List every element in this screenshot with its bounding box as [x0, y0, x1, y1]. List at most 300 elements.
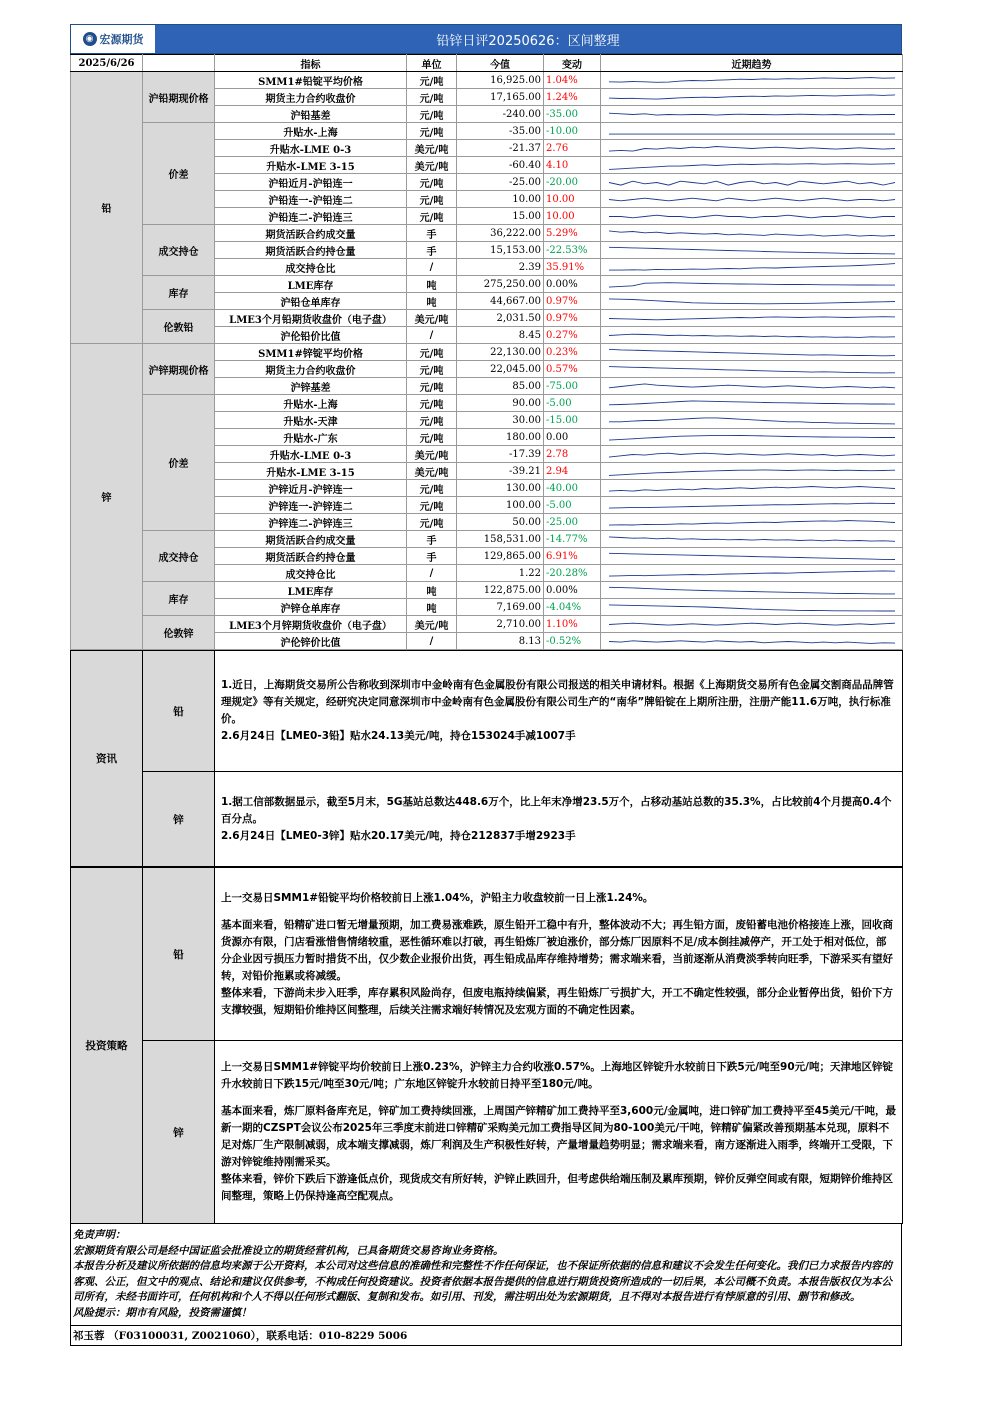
sparkline-svg	[603, 107, 901, 122]
trend-sparkline	[601, 293, 903, 310]
table-row	[71, 123, 903, 140]
indicator-cell: 升贴水-上海	[215, 123, 407, 140]
sparkline-svg	[603, 447, 901, 462]
trend-sparkline	[601, 344, 903, 361]
sparkline-line	[609, 417, 895, 423]
sparkline-svg	[603, 532, 901, 547]
unit-cell: 吨	[407, 599, 457, 616]
unit-cell: 元/吨	[407, 174, 457, 191]
unit-cell: 美元/吨	[407, 446, 457, 463]
indicator-cell: 升贴水-LME 3-15	[215, 157, 407, 174]
indicator-cell: LME库存	[215, 276, 407, 293]
trend-sparkline	[601, 123, 903, 140]
unit-cell: 元/吨	[407, 378, 457, 395]
sparkline-svg	[603, 345, 901, 360]
subgroup-label: 伦敦锌	[143, 616, 215, 650]
unit-cell: 元/吨	[407, 429, 457, 446]
strategy-lead-text	[215, 868, 903, 1041]
sparkline-svg	[603, 260, 901, 275]
unit-cell: 元/吨	[407, 72, 457, 89]
strategy-zinc-p2: 基本面来看，炼厂原料备库充足，锌矿加工费持续回涨，上周国产锌精矿加工费持平至3,600元/金属吨，进口锌矿加工费持平至45美元/干吨，最新一期的CZSPT会议公布2025年三季度末前进口锌精矿采购美元加工费指导区间为80-100美元/干吨，锌精矿偏紧改善预期基本兑现，原料不足对炼厂生产限制减弱，成本端支撑减弱，炼厂利润及生产积极性好转，产量增量趋势明显；需求端来看，南方逐渐进入雨季，终端开工受限，下游对锌锭维持刚需采买。	[221, 1105, 896, 1168]
sparkline-svg	[603, 328, 901, 343]
report-title: 铅锌日评20250626：区间整理	[155, 25, 901, 53]
trend-sparkline	[601, 582, 903, 599]
sparkline-svg	[603, 566, 901, 581]
group-label: 锌	[71, 344, 143, 650]
change-cell: -15.00	[544, 412, 601, 429]
indicator-cell: 升贴水-LME 0-3	[215, 140, 407, 157]
trend-sparkline	[601, 429, 903, 446]
indicator-cell: 沪伦铅价比值	[215, 327, 407, 344]
indicator-cell: 沪铅连一-沪铅连二	[215, 191, 407, 208]
trend-sparkline	[601, 310, 903, 327]
subgroup-label: 库存	[143, 276, 215, 310]
value-cell: 44,667.00	[457, 293, 544, 310]
indicator-cell: 升贴水-上海	[215, 395, 407, 412]
trend-sparkline	[601, 599, 903, 616]
value-cell: 275,250.00	[457, 276, 544, 293]
unit-cell: 手	[407, 225, 457, 242]
trend-sparkline	[601, 395, 903, 412]
sparkline-line	[609, 181, 895, 185]
trend-sparkline	[601, 276, 903, 293]
unit-cell: 元/吨	[407, 412, 457, 429]
info-lead-p2: 2.6月24日【LME0-3铅】贴水24.13美元/吨，持仓153024手减1007手	[221, 730, 576, 742]
trend-sparkline	[601, 72, 903, 89]
indicator-cell: 沪伦锌价比值	[215, 633, 407, 650]
value-cell: 2,031.50	[457, 310, 544, 327]
trend-sparkline	[601, 208, 903, 225]
trend-sparkline	[601, 225, 903, 242]
sparkline-line	[609, 230, 895, 235]
change-cell: -5.00	[544, 395, 601, 412]
logo-icon: ◉	[83, 32, 97, 46]
change-cell: 0.00%	[544, 276, 601, 293]
change-cell: -10.00	[544, 123, 601, 140]
sparkline-line	[609, 453, 895, 457]
subgroup-label: 伦敦铅	[143, 310, 215, 344]
value-cell: 15.00	[457, 208, 544, 225]
change-cell: 10.00	[544, 208, 601, 225]
sparkline-svg	[603, 243, 901, 258]
col-header-value: 今值	[457, 55, 544, 72]
change-cell: 2.76	[544, 140, 601, 157]
trend-sparkline	[601, 633, 903, 650]
table-row	[71, 276, 903, 293]
change-cell: -25.00	[544, 514, 601, 531]
change-cell: -5.00	[544, 497, 601, 514]
subgroup-label: 沪锌期现价格	[143, 344, 215, 395]
value-cell: -25.00	[457, 174, 544, 191]
subgroup-label: 库存	[143, 582, 215, 616]
sparkline-line	[609, 316, 895, 319]
subgroup-label: 成交持仓	[143, 225, 215, 276]
sparkline-line	[609, 77, 895, 82]
unit-cell: 元/吨	[407, 208, 457, 225]
sparkline-svg	[603, 175, 901, 190]
change-cell: 0.23%	[544, 344, 601, 361]
unit-cell: 吨	[407, 293, 457, 310]
sparkline-svg	[603, 209, 901, 224]
sparkline-svg	[603, 379, 901, 394]
unit-cell: /	[407, 565, 457, 582]
disclaimer-p2: 本报告分析及建议所依据的信息均来源于公开资料，本公司对这些信息的准确性和完整性不作任何保证，也不保证所依据的信息和建议不会发生任何变化。我们已力求报告内容的客观、公正，但文中的观点、结论和建议仅供参考，不构成任何投资建议。投资者依据本报告提供的信息进行期货投资所造成的一切后果，本公司概不负责。本报告版权仅为本公司所有，未经书面许可，任何机构和个人不得以任何形式翻版、复制和发布。如引用、刊发，需注明出处为宏源期货，且不得对本报告进行有悖原意的引用、删节和修改。	[73, 1260, 892, 1303]
trend-sparkline	[601, 174, 903, 191]
sparkline-svg	[603, 396, 901, 411]
unit-cell: 元/吨	[407, 514, 457, 531]
info-label: 资讯	[71, 651, 143, 867]
indicator-cell: 沪锌仓单库存	[215, 599, 407, 616]
value-cell: -240.00	[457, 106, 544, 123]
unit-cell: 美元/吨	[407, 463, 457, 480]
strategy-zinc-p3: 整体来看，锌价下跌后下游逢低点价，现货成交有所好转，沪锌止跌回升，但考虑供给端压制及累库预期，锌价反弹空间或有限，短期锌价维持区间整理，策略上仍保持逢高空配观点。	[221, 1173, 893, 1202]
sparkline-svg	[603, 600, 901, 615]
sparkline-line	[609, 349, 895, 356]
info-lead-p1: 1.近日，上海期货交易所公告称收到深圳市中金岭南有色金属股份有限公司报送的相关申请材料。根据《上海期货交易所有色金属交割商品品牌管理规定》等有关规定，经研究决定同意深圳市中金岭南有色金属股份有限公司生产的“南华”牌铅锭在上期所注册，注册产能11.6万吨，执行标准价。	[221, 679, 894, 725]
unit-cell: 元/吨	[407, 89, 457, 106]
indicator-cell: 升贴水-天津	[215, 412, 407, 429]
report	[70, 24, 902, 1346]
change-cell: 0.97%	[544, 310, 601, 327]
indicator-cell: 沪铅近月-沪铅连一	[215, 174, 407, 191]
change-cell: -14.77%	[544, 531, 601, 548]
trend-sparkline	[601, 463, 903, 480]
value-cell: 16,925.00	[457, 72, 544, 89]
sparkline-line	[609, 113, 895, 115]
value-cell: 1.22	[457, 565, 544, 582]
unit-cell: 吨	[407, 582, 457, 599]
value-cell: 130.00	[457, 480, 544, 497]
unit-cell: 手	[407, 548, 457, 565]
table-row	[71, 395, 903, 412]
change-cell: 0.97%	[544, 293, 601, 310]
change-cell: -35.00	[544, 106, 601, 123]
change-cell: 0.00	[544, 429, 601, 446]
value-cell: 180.00	[457, 429, 544, 446]
trend-sparkline	[601, 514, 903, 531]
sparkline-line	[609, 469, 895, 475]
indicator-cell: 沪锌近月-沪锌连一	[215, 480, 407, 497]
unit-cell: 元/吨	[407, 480, 457, 497]
subgroup-label: 成交持仓	[143, 531, 215, 582]
table-row	[71, 225, 903, 242]
value-cell: -60.40	[457, 157, 544, 174]
col-header-trend: 近期趋势	[601, 55, 903, 72]
trend-sparkline	[601, 242, 903, 259]
info-zinc-label: 锌	[143, 772, 215, 867]
sparkline-line	[609, 640, 895, 643]
value-cell: 85.00	[457, 378, 544, 395]
unit-cell: 美元/吨	[407, 157, 457, 174]
trend-sparkline	[601, 548, 903, 565]
indicator-cell: 成交持仓比	[215, 565, 407, 582]
sparkline-line	[609, 623, 895, 625]
value-cell: 7,169.00	[457, 599, 544, 616]
sparkline-svg	[603, 158, 901, 173]
subgroup-label: 价差	[143, 123, 215, 225]
indicator-cell: LME3个月锌期货收盘价（电子盘）	[215, 616, 407, 633]
table-row	[71, 616, 903, 633]
trend-sparkline	[601, 497, 903, 514]
value-cell: 22,130.00	[457, 344, 544, 361]
sparkline-line	[609, 383, 895, 387]
trend-sparkline	[601, 378, 903, 395]
sparkline-line	[609, 503, 895, 508]
strategy-zinc-p1: 上一交易日SMM1#锌锭平均价较前日上涨0.23%，沪锌主力合约收涨0.57%。上海地区锌锭升水较前日下跌5元/吨至90元/吨；天津地区锌锭升水较前日下跌15元/吨至30元/吨；广东地区锌锭升水较前日持平至180元/吨。	[221, 1061, 894, 1090]
sparkline-line	[609, 486, 895, 491]
trend-sparkline	[601, 89, 903, 106]
change-cell: 2.94	[544, 463, 601, 480]
change-cell: -4.04%	[544, 599, 601, 616]
trend-sparkline	[601, 327, 903, 344]
indicator-cell: 期货主力合约收盘价	[215, 89, 407, 106]
unit-cell: 手	[407, 242, 457, 259]
unit-cell: 元/吨	[407, 123, 457, 140]
value-cell: 10.00	[457, 191, 544, 208]
table-row	[71, 531, 903, 548]
unit-cell: 美元/吨	[407, 140, 457, 157]
trend-sparkline	[601, 140, 903, 157]
info-lead-text	[215, 651, 903, 772]
value-cell: -35.00	[457, 123, 544, 140]
table-row	[71, 344, 903, 361]
sparkline-svg	[603, 430, 901, 445]
change-cell: 4.10	[544, 157, 601, 174]
info-lead-label: 铅	[143, 651, 215, 772]
value-cell: -39.21	[457, 463, 544, 480]
change-cell: -20.28%	[544, 565, 601, 582]
sparkline-svg	[603, 124, 901, 139]
value-cell: 36,222.00	[457, 225, 544, 242]
sparkline-line	[609, 553, 895, 559]
info-zinc-text	[215, 772, 903, 867]
sparkline-line	[609, 215, 895, 218]
trend-sparkline	[601, 191, 903, 208]
sparkline-line	[609, 604, 895, 610]
table-row	[71, 72, 903, 89]
col-header-indicator: 指标	[215, 55, 407, 72]
unit-cell: 美元/吨	[407, 310, 457, 327]
sparkline-line	[609, 520, 895, 525]
subgroup-label: 沪铅期现价格	[143, 72, 215, 123]
sparkline-line	[609, 435, 895, 440]
value-cell: 2.39	[457, 259, 544, 276]
sparkline-svg	[603, 583, 901, 598]
change-cell: -40.00	[544, 480, 601, 497]
indicator-cell: 期货活跃合约成交量	[215, 225, 407, 242]
unit-cell: 元/吨	[407, 497, 457, 514]
change-cell: 0.27%	[544, 327, 601, 344]
sparkline-line	[609, 263, 895, 270]
indicator-cell: 沪锌连一-沪锌连二	[215, 497, 407, 514]
sparkline-svg	[603, 498, 901, 513]
value-cell: 158,531.00	[457, 531, 544, 548]
sparkline-svg	[603, 277, 901, 292]
value-cell: 90.00	[457, 395, 544, 412]
value-cell: 22,045.00	[457, 361, 544, 378]
trend-sparkline	[601, 259, 903, 276]
unit-cell: /	[407, 633, 457, 650]
value-cell: 15,153.00	[457, 242, 544, 259]
value-cell: 30.00	[457, 412, 544, 429]
sparkline-line	[609, 282, 895, 286]
sparkline-svg	[603, 464, 901, 479]
trend-sparkline	[601, 616, 903, 633]
disclaimer	[70, 1224, 902, 1326]
sparkline-line	[609, 587, 895, 594]
strategy-zinc-label: 锌	[143, 1041, 215, 1224]
indicator-cell: 升贴水-LME 3-15	[215, 463, 407, 480]
sparkline-svg	[603, 90, 901, 105]
value-cell: -21.37	[457, 140, 544, 157]
table-row	[71, 582, 903, 599]
info-zinc-p2: 2.6月24日【LME0-3锌】贴水20.17美元/吨，持仓212837手增2923手	[221, 829, 576, 842]
sparkline-line	[609, 536, 895, 540]
unit-cell: 元/吨	[407, 191, 457, 208]
indicator-cell: SMM1#铅锭平均价格	[215, 72, 407, 89]
unit-cell: 手	[407, 531, 457, 548]
change-cell: 1.10%	[544, 616, 601, 633]
indicator-cell: 期货活跃合约成交量	[215, 531, 407, 548]
change-cell: -22.53%	[544, 242, 601, 259]
sparkline-svg	[603, 362, 901, 377]
sparkline-svg	[603, 311, 901, 326]
change-cell: 35.91%	[544, 259, 601, 276]
sparkline-line	[609, 247, 895, 254]
sparkline-svg	[603, 73, 901, 88]
sparkline-svg	[603, 481, 901, 496]
indicator-cell: LME3个月铅期货收盘价（电子盘）	[215, 310, 407, 327]
unit-cell: 元/吨	[407, 361, 457, 378]
company-logo	[71, 25, 155, 53]
indicator-cell: LME库存	[215, 582, 407, 599]
strategy-lead-p2: 基本面来看，铅精矿进口暂无增量预期，加工费易涨难跌，原生铅开工稳中有升，整体波动不大；再生铅方面，废铅蓄电池价格接连上涨，回收商货源亦有限，门店看涨惜售情绪较重，恶性循环难以打破，再生铅炼厂被迫涨价，部分炼厂因原料不足/成本倒挂减停产，开工处于相对低位，部分企业因亏损压力暂时措货不出，仅少数企业报价出货，再生铅成品库存维持增势；需求端来看，当前逐渐从消费淡季转向旺季，下游采买有望好转，对铅价拖累或将减缓。	[221, 918, 893, 982]
sparkline-line	[609, 94, 895, 98]
strategy-lead-label: 铅	[143, 868, 215, 1041]
indicator-cell: 期货活跃合约持仓量	[215, 548, 407, 565]
sparkline-svg	[603, 634, 901, 649]
value-cell: 100.00	[457, 497, 544, 514]
trend-sparkline	[601, 106, 903, 123]
report-date: 2025/6/26	[71, 55, 143, 72]
trend-sparkline	[601, 531, 903, 548]
value-cell: 17,165.00	[457, 89, 544, 106]
unit-cell: 元/吨	[407, 395, 457, 412]
indicator-cell: 沪锌连二-沪锌连三	[215, 514, 407, 531]
change-cell: -75.00	[544, 378, 601, 395]
change-cell: -0.52%	[544, 633, 601, 650]
value-cell: 129,865.00	[457, 548, 544, 565]
trend-sparkline	[601, 446, 903, 463]
change-cell: 1.24%	[544, 89, 601, 106]
strategy-section	[70, 867, 903, 1224]
strategy-lead-p3: 整体来看，下游尚未步入旺季，库存累积风险尚存，但废电瓶持续偏紧，再生铅炼厂亏损扩大，开工不确定性较强，部分企业暂停出货，铅价下方支撑较强，短期铅价维持区间整理，后续关注需求端好转情况及宏观方面的不确定性因素。	[221, 986, 893, 1016]
col-header-blank	[143, 55, 215, 72]
contact-info: 祁玉蓉 （F03100031, Z0021060），联系电话：010-8229 5006	[70, 1326, 902, 1346]
indicator-cell: 沪铅仓单库存	[215, 293, 407, 310]
indicator-cell: 成交持仓比	[215, 259, 407, 276]
sparkline-line	[609, 400, 895, 404]
indicator-cell: 升贴水-LME 0-3	[215, 446, 407, 463]
change-cell: 1.04%	[544, 72, 601, 89]
value-cell: 8.45	[457, 327, 544, 344]
change-cell: 6.91%	[544, 548, 601, 565]
logo-text: 宏源期货	[99, 33, 144, 46]
unit-cell: /	[407, 327, 457, 344]
change-cell: 10.00	[544, 191, 601, 208]
data-table	[70, 54, 903, 650]
sparkline-svg	[603, 515, 901, 530]
strategy-zinc-text	[215, 1041, 903, 1224]
value-cell: 8.13	[457, 633, 544, 650]
change-cell: -20.00	[544, 174, 601, 191]
sparkline-line	[609, 298, 895, 303]
trend-sparkline	[601, 412, 903, 429]
sparkline-svg	[603, 226, 901, 241]
unit-cell: 美元/吨	[407, 616, 457, 633]
sparkline-line	[609, 163, 895, 169]
table-header-row	[71, 55, 903, 72]
value-cell: 2,710.00	[457, 616, 544, 633]
trend-sparkline	[601, 157, 903, 174]
change-cell: 0.57%	[544, 361, 601, 378]
value-cell: 122,875.00	[457, 582, 544, 599]
trend-sparkline	[601, 565, 903, 582]
strategy-lead-p1: 上一交易日SMM1#铅锭平均价格较前日上涨1.04%，沪铅主力收盘较前一日上涨1.24%。	[221, 891, 654, 904]
disclaimer-p3: 风险提示：期市有风险，投资需谨慎！	[73, 1306, 252, 1319]
indicator-cell: 沪铅基差	[215, 106, 407, 123]
col-header-unit: 单位	[407, 55, 457, 72]
unit-cell: 吨	[407, 276, 457, 293]
indicator-cell: 沪锌基差	[215, 378, 407, 395]
col-header-change: 变动	[544, 55, 601, 72]
trend-sparkline	[601, 480, 903, 497]
sparkline-line	[609, 570, 895, 575]
sparkline-svg	[603, 141, 901, 156]
sparkline-svg	[603, 294, 901, 309]
table-row	[71, 310, 903, 327]
sparkline-line	[609, 334, 895, 337]
disclaimer-title: 免责声明：	[73, 1229, 126, 1241]
indicator-cell: 升贴水-广东	[215, 429, 407, 446]
trend-sparkline	[601, 361, 903, 378]
info-section	[70, 650, 903, 867]
sparkline-line	[609, 146, 895, 151]
sparkline-svg	[603, 617, 901, 632]
sparkline-line	[609, 198, 895, 201]
indicator-cell: 期货主力合约收盘价	[215, 361, 407, 378]
unit-cell: /	[407, 259, 457, 276]
sparkline-svg	[603, 192, 901, 207]
sparkline-line	[609, 366, 895, 372]
sparkline-svg	[603, 549, 901, 564]
disclaimer-p1: 宏源期货有限公司是经中国证监会批准设立的期货经营机构，已具备期货交易咨询业务资格。	[73, 1244, 504, 1257]
indicator-cell: 沪铅连二-沪铅连三	[215, 208, 407, 225]
unit-cell: 元/吨	[407, 106, 457, 123]
change-cell: 0.00%	[544, 582, 601, 599]
indicator-cell: 期货活跃合约持仓量	[215, 242, 407, 259]
value-cell: -17.39	[457, 446, 544, 463]
info-zinc-p1: 1.据工信部数据显示，截至5月末，5G基站总数达448.6万个，比上年末净增23.5万个，占移动基站总数的35.3%，占比较前4个月提高0.4个百分点。	[221, 795, 892, 825]
indicator-cell: SMM1#锌锭平均价格	[215, 344, 407, 361]
strategy-label: 投资策略	[71, 868, 143, 1224]
change-cell: 5.29%	[544, 225, 601, 242]
report-header	[70, 24, 902, 54]
value-cell: 50.00	[457, 514, 544, 531]
change-cell: 2.78	[544, 446, 601, 463]
sparkline-svg	[603, 413, 901, 428]
unit-cell: 元/吨	[407, 344, 457, 361]
